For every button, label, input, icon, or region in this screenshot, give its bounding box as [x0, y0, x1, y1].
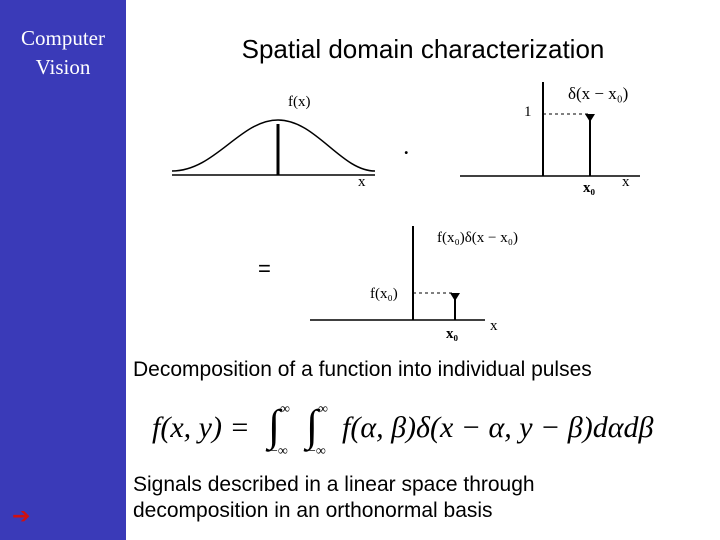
signals-line2: decomposition in an orthonormal basis	[133, 499, 493, 522]
label-f-x0: f(x₀)	[370, 286, 398, 302]
sidebar-title-line1: Computer	[21, 26, 105, 50]
integral-1-upper: ∞	[280, 402, 290, 417]
integral-2-lower: −∞	[308, 444, 326, 459]
label-one: 1	[524, 104, 532, 120]
gaussian-curve	[172, 120, 375, 171]
slide-title: Spatial domain characterization	[241, 34, 605, 64]
label-x-left: x	[358, 174, 366, 190]
label-x-right: x	[622, 174, 630, 190]
label-delta: δ(x − x₀)	[568, 84, 629, 103]
signals-text	[133, 472, 535, 524]
equation-lhs: f(x, y) =	[152, 411, 250, 444]
label-f-x0-delta: f(x₀)δ(x − x₀)	[437, 230, 518, 246]
decomposition-text: Decomposition of a function into individual pulses	[133, 358, 592, 381]
label-x-bottom: x	[490, 318, 498, 334]
signals-line1: Signals described in a linear space through	[133, 473, 535, 496]
integral-sign-1: ∫	[268, 401, 281, 450]
equation-integrand: f(α, β)δ(x − α, y − β)dαdβ	[342, 411, 654, 444]
label-x0-right: x₀	[583, 180, 595, 196]
gaussian-plot	[172, 120, 375, 175]
label-dot: .	[404, 138, 409, 158]
label-equals: =	[258, 256, 271, 281]
product-arrow-head	[450, 293, 460, 301]
sidebar-title-line2: Vision	[35, 55, 91, 79]
integral-1-lower: −∞	[270, 444, 288, 459]
integral-2-upper: ∞	[318, 402, 328, 417]
next-arrow-icon[interactable]: ➔	[12, 504, 31, 529]
label-f-x: f(x)	[288, 94, 311, 110]
delta-arrow-head	[585, 114, 595, 122]
integral-sign-2: ∫	[306, 401, 319, 450]
label-x0-bottom: x₀	[446, 326, 458, 342]
